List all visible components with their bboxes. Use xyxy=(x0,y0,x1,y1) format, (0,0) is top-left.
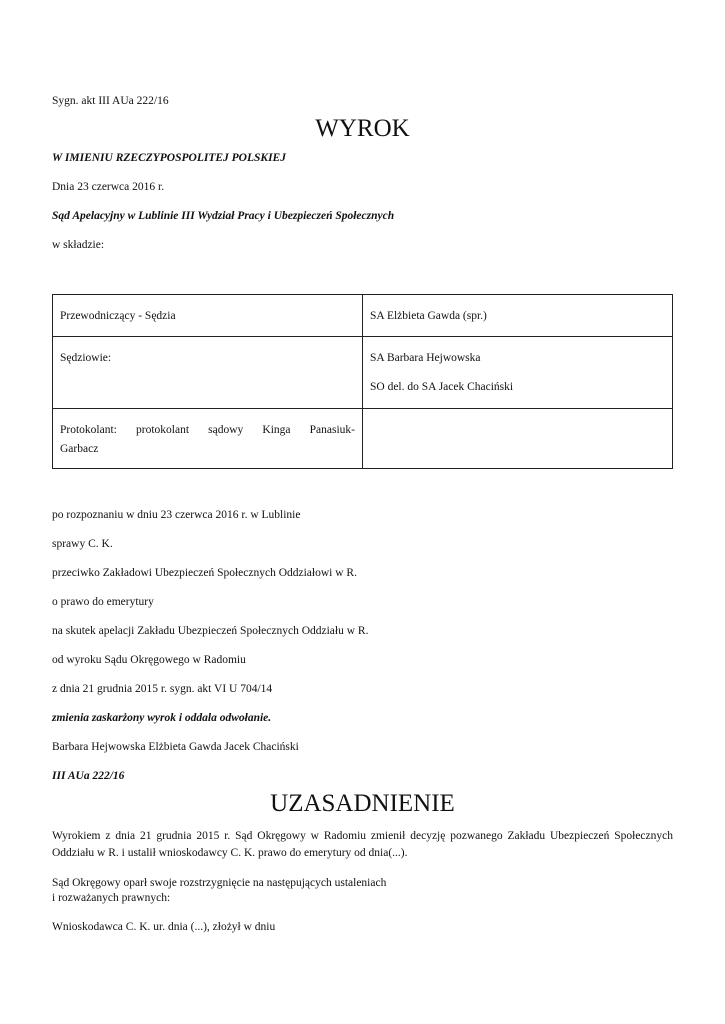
court-name: Sąd Apelacyjny w Lublinie III Wydział Pracy i Ubezpieczeń Społecznych xyxy=(52,210,395,222)
signatures: Barbara Hejwowska Elżbieta Gawda Jacek Chaciński xyxy=(52,741,299,753)
presiding-value: SA Elżbieta Gawda (spr.) xyxy=(363,295,673,337)
judge-2: SO del. do SA Jacek Chaciński xyxy=(370,381,514,393)
clerk-line-1: Protokolant: protokolant sądowy Kinga Panasiuk- xyxy=(60,424,355,436)
justification-paragraph-2-line-2: i rozważanych prawnych: xyxy=(52,892,171,904)
case-number: Sygn. akt III AUa 222/16 xyxy=(52,95,169,107)
judges-label: Sędziowie: xyxy=(53,337,363,409)
proceedings-line-5: na skutek apelacji Zakładu Ubezpieczeń Społecznych Oddziału w R. xyxy=(52,625,369,637)
table-row xyxy=(53,337,673,409)
proceedings-line-4: o prawo do emerytury xyxy=(52,596,154,608)
judgment-title: WYROK xyxy=(315,115,410,142)
proceedings-line-1: po rozpoznaniu w dniu 23 czerwca 2016 r. w Lublinie xyxy=(52,509,301,521)
table-row xyxy=(53,295,673,337)
proceedings-line-3: przeciwko Zakładowi Ubezpieczeń Społecznych Oddziałowi w R. xyxy=(52,567,357,579)
proceedings-line-6: od wyroku Sądu Okręgowego w Radomiu xyxy=(52,654,246,666)
in-name-heading: W IMIENIU RZECZYPOSPOLITEJ POLSKIEJ xyxy=(52,152,286,164)
justification-paragraph-3: Wnioskodawca C. K. ur. dnia (...), złożył w dniu xyxy=(52,921,276,933)
justification-paragraph-1: Wyrokiem z dnia 21 grudnia 2015 r. Sąd Okręgowy w Radomiu zmienił decyzję pozwanego Zakładu Ubezpieczeń Społecznych Oddziału w R. i ustalił wnioskodawcy C. K. prawo do emerytury od dnia(...). xyxy=(52,830,673,859)
judgment-date: Dnia 23 czerwca 2016 r. xyxy=(52,181,165,193)
composition-label: w składzie: xyxy=(52,239,105,251)
ruling-text: zmienia zaskarżony wyrok i oddala odwołanie. xyxy=(52,712,272,724)
justification-title: UZASADNIENIE xyxy=(270,790,455,817)
justification-paragraph-2-line-1: Sąd Okręgowy oparł swoje rozstrzygnięcie na następujących ustaleniach xyxy=(52,877,387,889)
justification-case-ref: III AUa 222/16 xyxy=(52,770,125,782)
proceedings-line-7: z dnia 21 grudnia 2015 r. sygn. akt VI U 704/14 xyxy=(52,683,273,695)
composition-table xyxy=(52,294,673,469)
empty-cell xyxy=(363,409,673,469)
proceedings-line-2: sprawy C. K. xyxy=(52,538,113,550)
judge-1: SA Barbara Hejwowska xyxy=(370,352,481,364)
clerk-cell xyxy=(53,409,363,469)
table-row xyxy=(53,409,673,469)
judges-cell xyxy=(363,337,673,409)
presiding-label: Przewodniczący - Sędzia xyxy=(53,295,363,337)
clerk-line-2: Garbacz xyxy=(60,443,99,455)
